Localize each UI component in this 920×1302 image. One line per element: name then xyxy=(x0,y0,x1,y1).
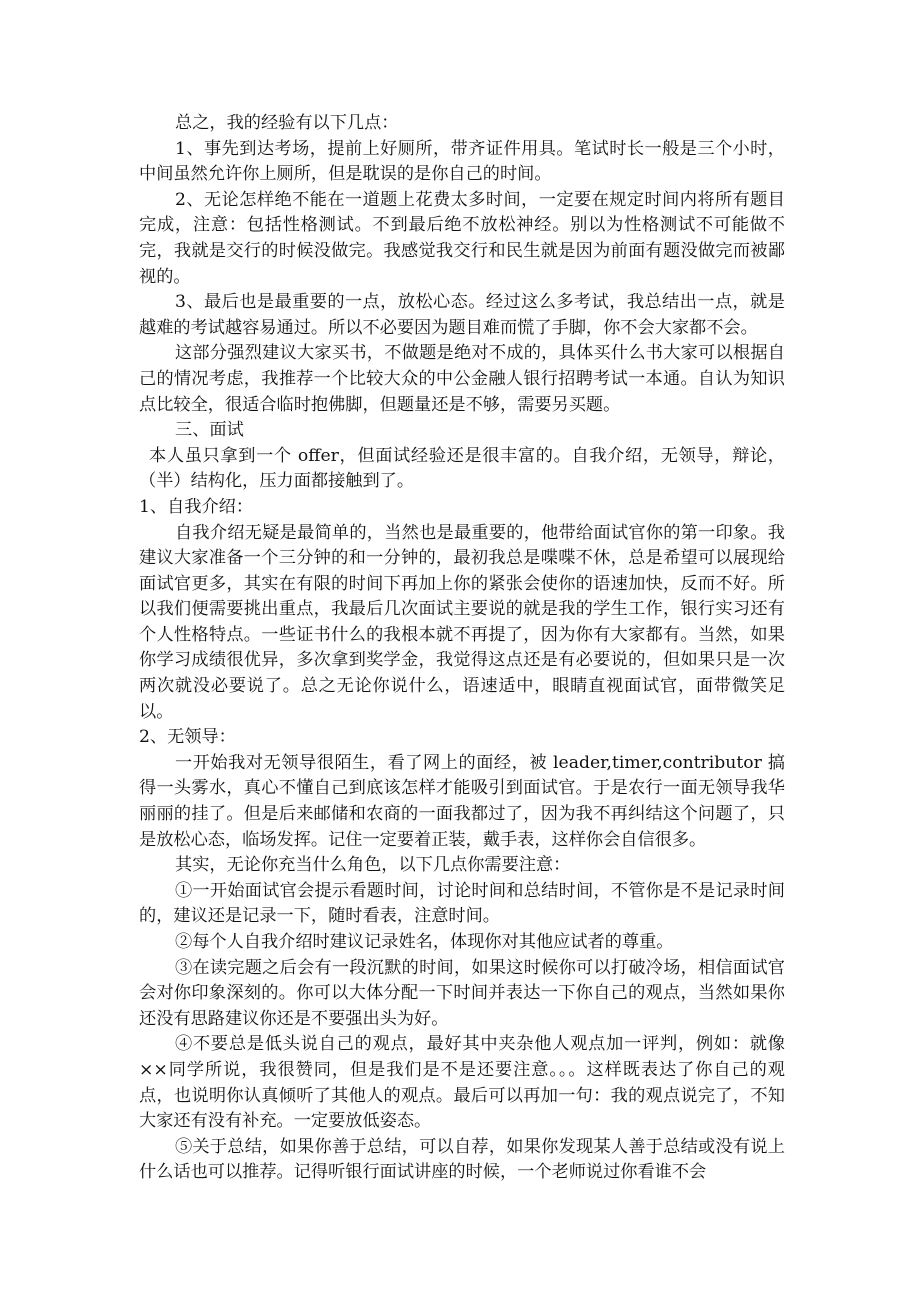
paragraph-note-1: ①一开始面试官会提示看题时间，讨论时间和总结时间，不管你是不是记录时间的，建议还是记录一下，随时看表，注意时间。 xyxy=(139,880,785,927)
subheading-self-intro: 1、自我介绍： xyxy=(139,496,254,517)
paragraph-note-4: ④不要总是低头说自己的观点，最好其中夹杂他人观点加一评判，例如：就像××同学所说，我很赞同，但是我们是不是还要注意。。。这样既表达了你自己的观点，也说明你认真倾听了其他人的观点。最后可以再加一句：我的观点说完了，不知大家还有没有补充。一定要放低姿态。 xyxy=(139,1034,785,1132)
paragraph-tip-3: 3、最后也是最重要的一点，放松心态。经过这么多考试，我总结出一点，就是越难的考试越容易通过。所以不必要因为题目难而慌了手脚，你不会大家都不会。 xyxy=(139,292,785,338)
paragraph-note-5: ⑤关于总结，如果你善于总结，可以自荐，如果你发现某人善于总结或没有说上什么话也可以推荐。记得听银行面试讲座的时候，一个老师说过你看谁不会 xyxy=(139,1136,785,1183)
paragraph-tip-1: 1、事先到达考场，提前上好厕所，带齐证件用具。笔试时长一般是三个小时，中间虽然允许你上厕所，但是耽误的是你自己的时间。 xyxy=(139,138,785,185)
paragraph-interview-intro: 本人虽只拿到一个 offer，但面试经验还是很丰富的。自我介绍，无领导，辩论，（半）结构化，压力面都接触到了。 xyxy=(139,445,785,492)
subheading-leaderless: 2、无领导： xyxy=(139,727,236,748)
section-heading-interview: 三、面试 xyxy=(175,420,244,441)
paragraph-note-3: ③在读完题之后会有一段沉默的时间，如果这时候你可以打破冷场，相信面试官会对你印象深刻的。你可以大体分配一下时间并表达一下你自己的观点，当然如果你还没有思路建议你还是不要强出头为好。 xyxy=(139,957,785,1029)
paragraph-note-2: ②每个人自我介绍时建议记录姓名，体现你对其他应试者的尊重。 xyxy=(175,932,674,952)
paragraph-book-advice: 这部分强烈建议大家买书，不做题是绝对不成的，具体买什么书大家可以根据自己的情况考虑，我推荐一个比较大众的中公金融人银行招聘考试一本通。自认为知识点比较全，很适合临时抱佛脚，但题量还是不够，需要另买题。 xyxy=(139,343,785,415)
document-body xyxy=(139,111,785,1186)
paragraph-self-intro: 自我介绍无疑是最简单的，当然也是最重要的，他带给面试官你的第一印象。我建议大家准备一个三分钟的和一分钟的，最初我总是喋喋不休，总是希望可以展现给面试官更多，其实在有限的时间下再加上你的紧张会使你的语速加快，反而不好。所以我们便需要挑出重点，我最后几次面试主要说的就是我的学生工作，银行实习还有个人性格特点。一些证书什么的我根本就不再提了，因为你有大家都有。当然，如果你学习成绩很优异，多次拿到奖学金，我觉得这点还是有必要说的，但如果只是一次两次就没必要说了。总之无论你说什么，语速适中，眼睛直视面试官，面带微笑足以。 xyxy=(139,522,785,722)
paragraph-summary-intro: 总之，我的经验有以下几点： xyxy=(175,113,399,133)
paragraph-tip-2: 2、无论怎样绝不能在一道题上花费太多时间，一定要在规定时间内将所有题目完成，注意：包括性格测试。不到最后绝不放松神经。别以为性格测试不可能做不完，我就是交行的时候没做完。我感觉我交行和民生就是因为前面有题没做完而被鄙视的。 xyxy=(139,189,785,287)
paragraph-leaderless: 一开始我对无领导很陌生，看了网上的面经，被 leader,timer,contributor 搞得一头雾水，真心不懂自己到底该怎样才能吸引到面试官。于是农行一面无领导我华丽丽的挂了。但是后来邮储和农商的一面我都过了，因为我不再纠结这个问题了，只是放松心态，临场发挥。记住一定要着正装，戴手表，这样你会自信很多。 xyxy=(139,752,785,850)
paragraph-notes-intro: 其实，无论你充当什么角色，以下几点你需要注意： xyxy=(175,855,571,876)
